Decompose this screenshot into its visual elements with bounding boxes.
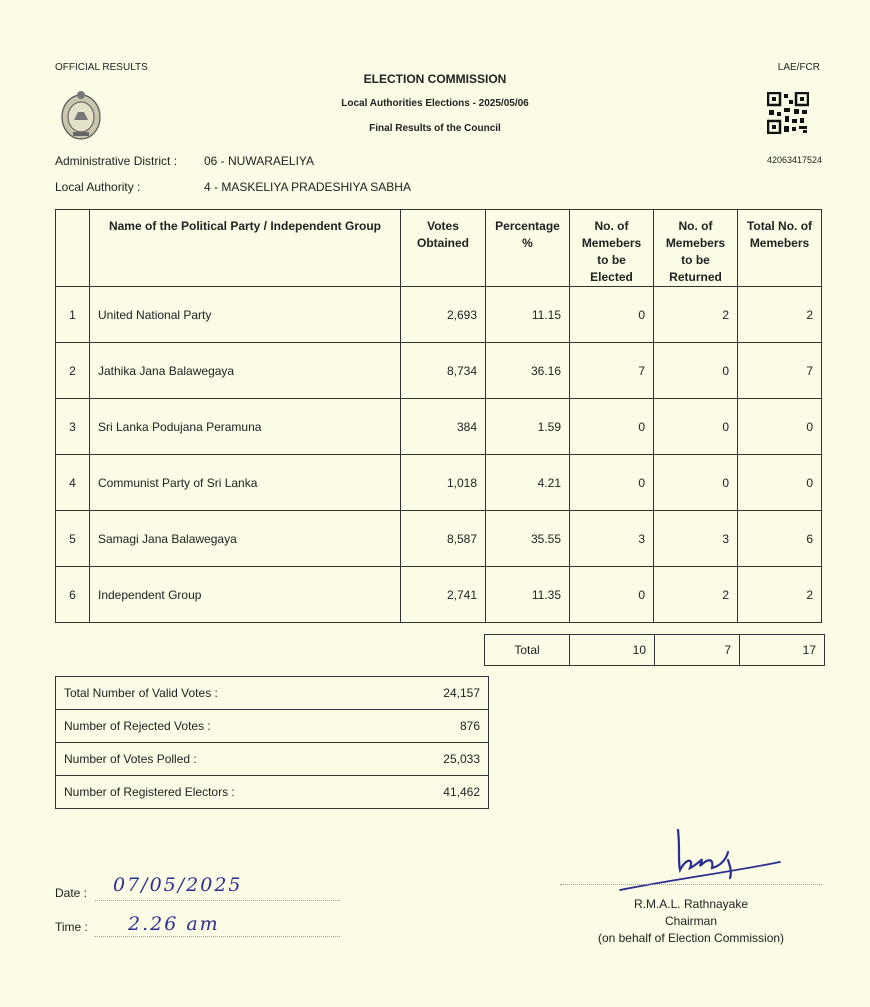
qr-code-icon [767, 92, 809, 139]
vote-summary-table [55, 676, 489, 809]
signer-behalf: (on behalf of Election Commission) [597, 931, 785, 945]
percentage: 4.21 [486, 455, 570, 511]
members-returned: 2 [654, 287, 738, 343]
row-number: 1 [56, 287, 90, 343]
percentage: 35.55 [486, 511, 570, 567]
party-name: Sri Lanka Podujana Peramuna [90, 399, 401, 455]
members-elected: 7 [570, 343, 654, 399]
row-number: 5 [56, 511, 90, 567]
row-number: 3 [56, 399, 90, 455]
members-returned: 0 [654, 455, 738, 511]
members-returned: 3 [654, 511, 738, 567]
header-party-name: Name of the Political Party / Independent Group [90, 210, 401, 287]
totals-returned: 7 [655, 635, 740, 666]
summary-row [56, 710, 489, 743]
percentage: 1.59 [486, 399, 570, 455]
party-name: Independent Group [90, 567, 401, 623]
summary-row [56, 677, 489, 710]
summary-row [56, 743, 489, 776]
rejected-votes-value: 876 [402, 710, 489, 743]
members-elected: 3 [570, 511, 654, 567]
members-total: 0 [738, 455, 822, 511]
totals-table [484, 634, 825, 666]
party-name: Communist Party of Sri Lanka [90, 455, 401, 511]
table-row [56, 511, 822, 567]
document-number: 42063417524 [766, 155, 822, 165]
members-elected: 0 [570, 455, 654, 511]
party-name: United National Party [90, 287, 401, 343]
signer-name: R.M.A.L. Rathnayake [633, 897, 749, 911]
votes-obtained: 1,018 [401, 455, 486, 511]
valid-votes-value: 24,157 [402, 677, 489, 710]
summary-row [56, 776, 489, 809]
members-returned: 0 [654, 343, 738, 399]
votes-obtained: 2,741 [401, 567, 486, 623]
members-total: 7 [738, 343, 822, 399]
rejected-votes-label: Number of Rejected Votes : [56, 710, 403, 743]
totals-elected: 10 [570, 635, 655, 666]
header-elected: No. of Memebers to be Elected [570, 210, 654, 287]
header-returned: No. of Memebers to be Returned [654, 210, 738, 287]
members-returned: 0 [654, 399, 738, 455]
members-elected: 0 [570, 399, 654, 455]
election-label: Local Authorities Elections - 2025/05/06 [341, 98, 529, 109]
votes-polled-value: 25,033 [402, 743, 489, 776]
votes-obtained: 2,693 [401, 287, 486, 343]
totals-label: Total [485, 635, 570, 666]
authority-label: Local Authority : [55, 180, 141, 194]
table-row [56, 287, 822, 343]
votes-obtained: 8,587 [401, 511, 486, 567]
row-number: 2 [56, 343, 90, 399]
table-row [56, 567, 822, 623]
members-total: 6 [738, 511, 822, 567]
time-value: 2.26 am [128, 913, 220, 935]
votes-polled-label: Number of Votes Polled : [56, 743, 403, 776]
signature-icon [590, 822, 790, 907]
table-row [56, 455, 822, 511]
percentage: 11.15 [486, 287, 570, 343]
final-results-label: Final Results of the Council [369, 123, 501, 134]
district-value: 06 - NUWARAELIYA [204, 154, 315, 168]
date-label: Date : [55, 886, 88, 900]
members-elected: 0 [570, 287, 654, 343]
official-results-label: OFFICIAL RESULTS [55, 62, 148, 73]
date-value: 07/05/2025 [113, 874, 243, 896]
signer-title: Chairman [664, 914, 718, 928]
members-returned: 2 [654, 567, 738, 623]
header-total-members: Total No. of Memebers [738, 210, 822, 287]
signature-line [560, 880, 822, 885]
registered-electors-label: Number of Registered Electors : [56, 776, 403, 809]
authority-value: 4 - MASKELIYA PRADESHIYA SABHA [204, 180, 411, 194]
percentage: 11.35 [486, 567, 570, 623]
members-total: 0 [738, 399, 822, 455]
header-votes: Votes Obtained [401, 210, 486, 287]
votes-obtained: 8,734 [401, 343, 486, 399]
table-row [56, 399, 822, 455]
results-table [55, 209, 822, 623]
party-name: Samagi Jana Balawegaya [90, 511, 401, 567]
national-emblem-icon [58, 88, 104, 147]
row-number: 4 [56, 455, 90, 511]
table-row [56, 343, 822, 399]
commission-title: ELECTION COMMISSION [363, 72, 507, 86]
form-code: LAE/FCR [777, 62, 820, 73]
district-label: Administrative District : [55, 154, 178, 168]
percentage: 36.16 [486, 343, 570, 399]
members-elected: 0 [570, 567, 654, 623]
registered-electors-value: 41,462 [402, 776, 489, 809]
row-number: 6 [56, 567, 90, 623]
members-total: 2 [738, 287, 822, 343]
votes-obtained: 384 [401, 399, 486, 455]
time-label: Time : [55, 920, 88, 934]
header-index [56, 210, 90, 287]
signer-block [560, 896, 822, 947]
party-name: Jathika Jana Balawegaya [90, 343, 401, 399]
valid-votes-label: Total Number of Valid Votes : [56, 677, 403, 710]
totals-members: 17 [740, 635, 825, 666]
date-line [95, 896, 340, 901]
header-percentage: Percentage % [486, 210, 570, 287]
members-total: 2 [738, 567, 822, 623]
